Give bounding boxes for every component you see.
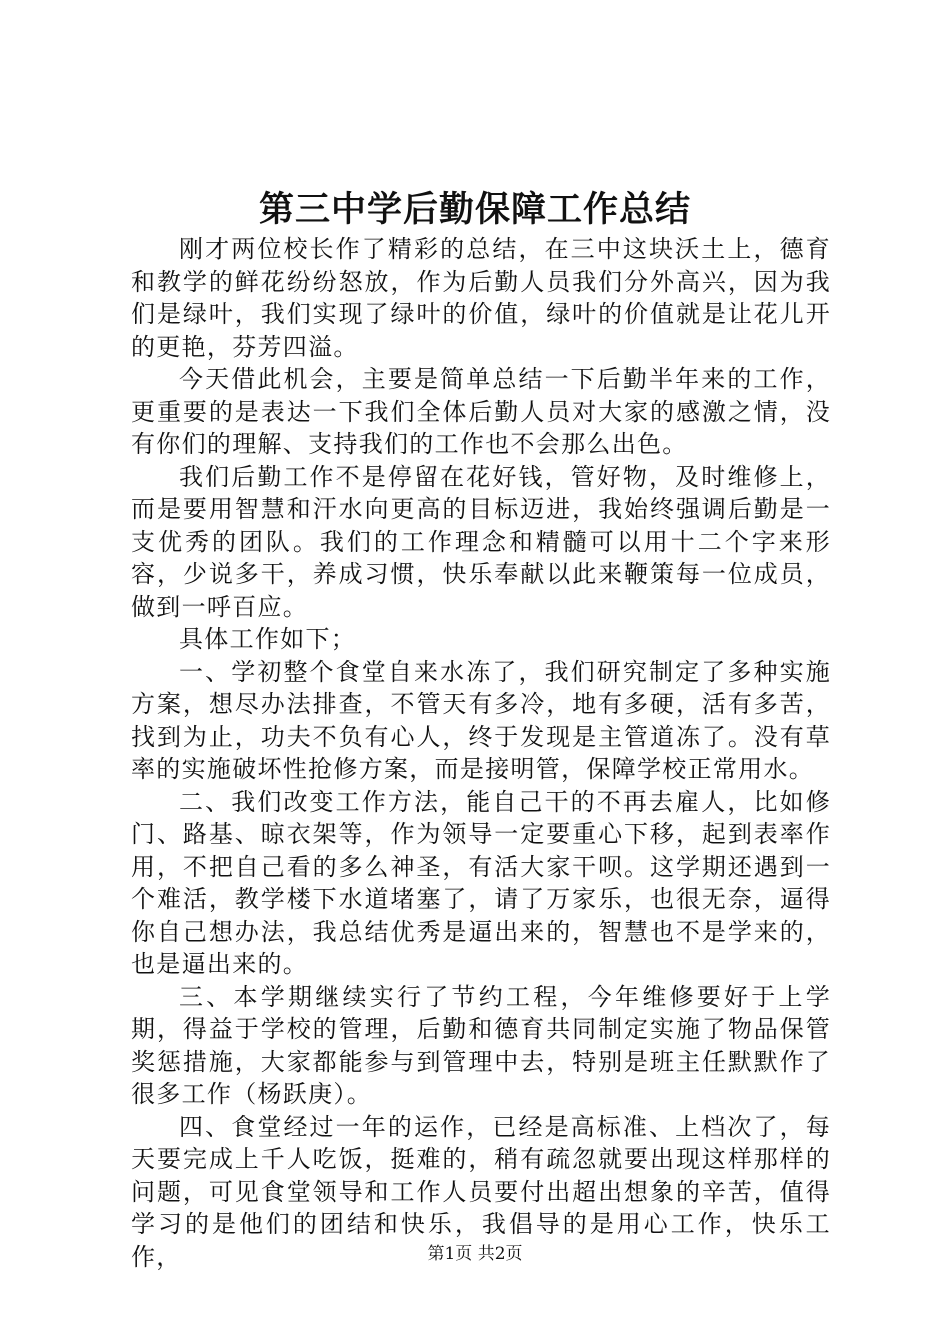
paragraph-6: 二、我们改变工作方法，能自己干的不再去雇人，比如修门、路基、晾衣架等，作为领导一定要重心下移，起到表率作用，不把自己看的多么神圣，有活大家干呗。这学期还遇到一个难活，教学楼下水道堵塞了，请了万家乐，也很无奈，逼得你自己想办法，我总结优秀是逼出来的，智慧也不是学来的，也是逼出来的。	[131, 787, 831, 978]
page-footer: 第1页 共2页	[427, 1244, 523, 1264]
paragraph-1: 刚才两位校长作了精彩的总结，在三中这块沃土上，德育和教学的鲜花纷纷怒放，作为后勤人员我们分外高兴，因为我们是绿叶，我们实现了绿叶的价值，绿叶的价值就是让花儿开的更艳，芬芳四溢。	[131, 235, 831, 361]
document-title: 第三中学后勤保障工作总结	[258, 189, 691, 230]
paragraph-2: 今天借此机会，主要是简单总结一下后勤半年来的工作，更重要的是表达一下我们全体后勤人员对大家的感激之情，没有你们的理解、支持我们的工作也不会那么出色。	[131, 365, 831, 458]
paragraph-4: 具体工作如下；	[179, 625, 357, 653]
document-body	[131, 233, 831, 1273]
paragraph-5: 一、学初整个食堂自来水冻了，我们研究制定了多种实施方案，想尽办法排查，不管天有多冷，地有多硬，活有多苦，找到为止，功夫不负有心人，终于发现是主管道冻了。没有草率的实施破坏性抢修方案，而是接明管，保障学校正常用水。	[131, 657, 831, 783]
paragraph-3: 我们后勤工作不是停留在花好钱，管好物，及时维修上，而是要用智慧和汗水向更高的目标迈进，我始终强调后勤是一支优秀的团队。我们的工作理念和精髓可以用十二个字来形容，少说多干，养成习惯，快乐奉献以此来鞭策每一位成员，做到一呼百应。	[131, 462, 831, 621]
paragraph-7: 三、本学期继续实行了节约工程，今年维修要好于上学期，得益于学校的管理，后勤和德育共同制定实施了物品保管奖惩措施，大家都能参与到管理中去，特别是班主任默默作了很多工作（杨跃庚）。	[131, 982, 831, 1108]
paragraph-8: 四、食堂经过一年的运作，已经是高标准、上档次了，每天要完成上千人吃饭，挺难的，稍有疏忽就要出现这样那样的问题，可见食堂领导和工作人员要付出超出想象的辛苦，值得学习的是他们的团结和快乐，我倡导的是用心工作，快乐工作，	[131, 1112, 831, 1271]
